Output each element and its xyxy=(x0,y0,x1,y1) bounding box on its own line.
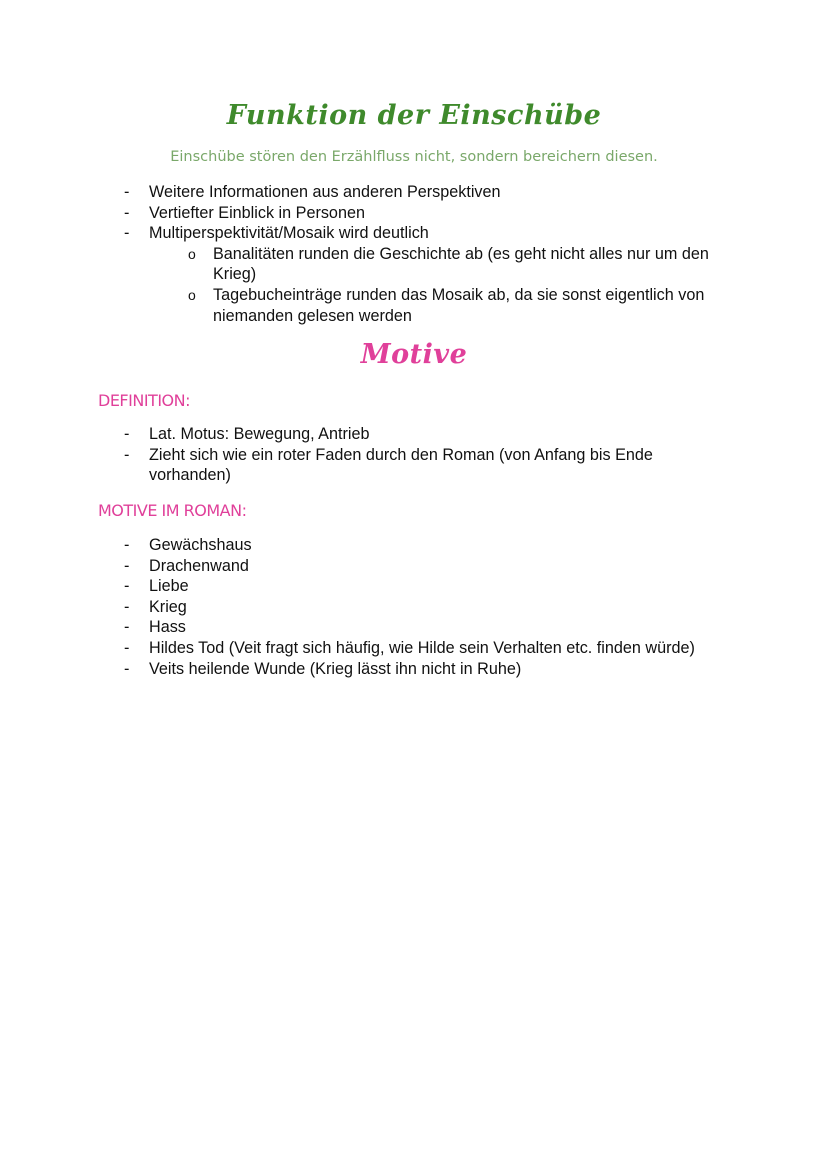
dash-bullet: - xyxy=(124,659,130,678)
dash-bullet: - xyxy=(124,618,130,637)
dash-bullet: - xyxy=(124,638,130,657)
list-item-text: Krieg xyxy=(149,597,187,616)
list-item xyxy=(0,617,739,638)
list-item-text: Veits heilende Wunde (Krieg lässt ihn nicht in Ruhe) xyxy=(149,659,522,678)
list-item xyxy=(0,597,739,618)
sub-list-item-text: Banalitäten runden die Geschichte ab (es geht nicht alles nur um den Krieg) xyxy=(213,244,709,284)
section-title-motive: Motive xyxy=(360,339,468,370)
list-item-text: Lat. Motus: Bewegung, Antrieb xyxy=(149,425,370,443)
motives-heading: MOTIVE IM ROMAN: xyxy=(98,501,247,520)
definition-list xyxy=(0,424,739,486)
list-item-text: Weitere Informationen aus anderen Perspektiven xyxy=(149,183,501,201)
list-item-text: Gewächshaus xyxy=(149,536,252,554)
dash-bullet: - xyxy=(124,425,130,443)
sub-list xyxy=(0,244,739,326)
list-item-text: Vertiefter Einblick in Personen xyxy=(149,203,365,222)
dash-bullet: - xyxy=(124,203,130,222)
list-item xyxy=(0,556,739,577)
list-item xyxy=(0,182,739,203)
list-item-text: Liebe xyxy=(149,577,189,596)
subtitle: Einschübe stören den Erzählfluss nicht, sondern bereichern diesen. xyxy=(170,149,658,165)
dash-bullet: - xyxy=(124,536,130,554)
list-item-text: Multiperspektivität/Mosaik wird deutlich xyxy=(149,224,429,243)
dash-bullet: - xyxy=(124,597,130,616)
dash-bullet: - xyxy=(124,577,130,596)
list-item-text: Zieht sich wie ein roter Faden durch den Roman (von Anfang bis Ende vorhanden) xyxy=(149,445,653,485)
list-item xyxy=(0,203,739,224)
dash-bullet: - xyxy=(124,183,130,201)
dash-bullet: - xyxy=(124,224,130,243)
sub-list-item xyxy=(0,244,739,285)
list-item xyxy=(0,223,739,326)
einschuebe-list xyxy=(0,182,739,326)
circle-bullet: o xyxy=(188,286,196,303)
list-item-text: Hildes Tod (Veit fragt sich häufig, wie Hilde sein Verhalten etc. finden würde) xyxy=(149,638,695,657)
list-item xyxy=(0,576,739,597)
list-item xyxy=(0,424,739,445)
dash-bullet: - xyxy=(124,445,130,464)
list-item xyxy=(0,659,739,680)
list-item-text: Hass xyxy=(149,618,186,637)
circle-bullet: o xyxy=(188,245,196,262)
page-title: Funktion der Einschübe xyxy=(226,100,602,131)
list-item-text: Drachenwand xyxy=(149,556,249,575)
list-item xyxy=(0,445,739,486)
list-item xyxy=(0,535,739,556)
list-item xyxy=(0,638,739,659)
sub-list-item xyxy=(0,285,739,326)
dash-bullet: - xyxy=(124,556,130,575)
sub-list-item-text: Tagebucheinträge runden das Mosaik ab, da sie sonst eigentlich von niemanden gelesen werden xyxy=(213,285,705,325)
definition-heading: DEFINITION: xyxy=(98,391,190,410)
motives-list xyxy=(0,535,739,679)
